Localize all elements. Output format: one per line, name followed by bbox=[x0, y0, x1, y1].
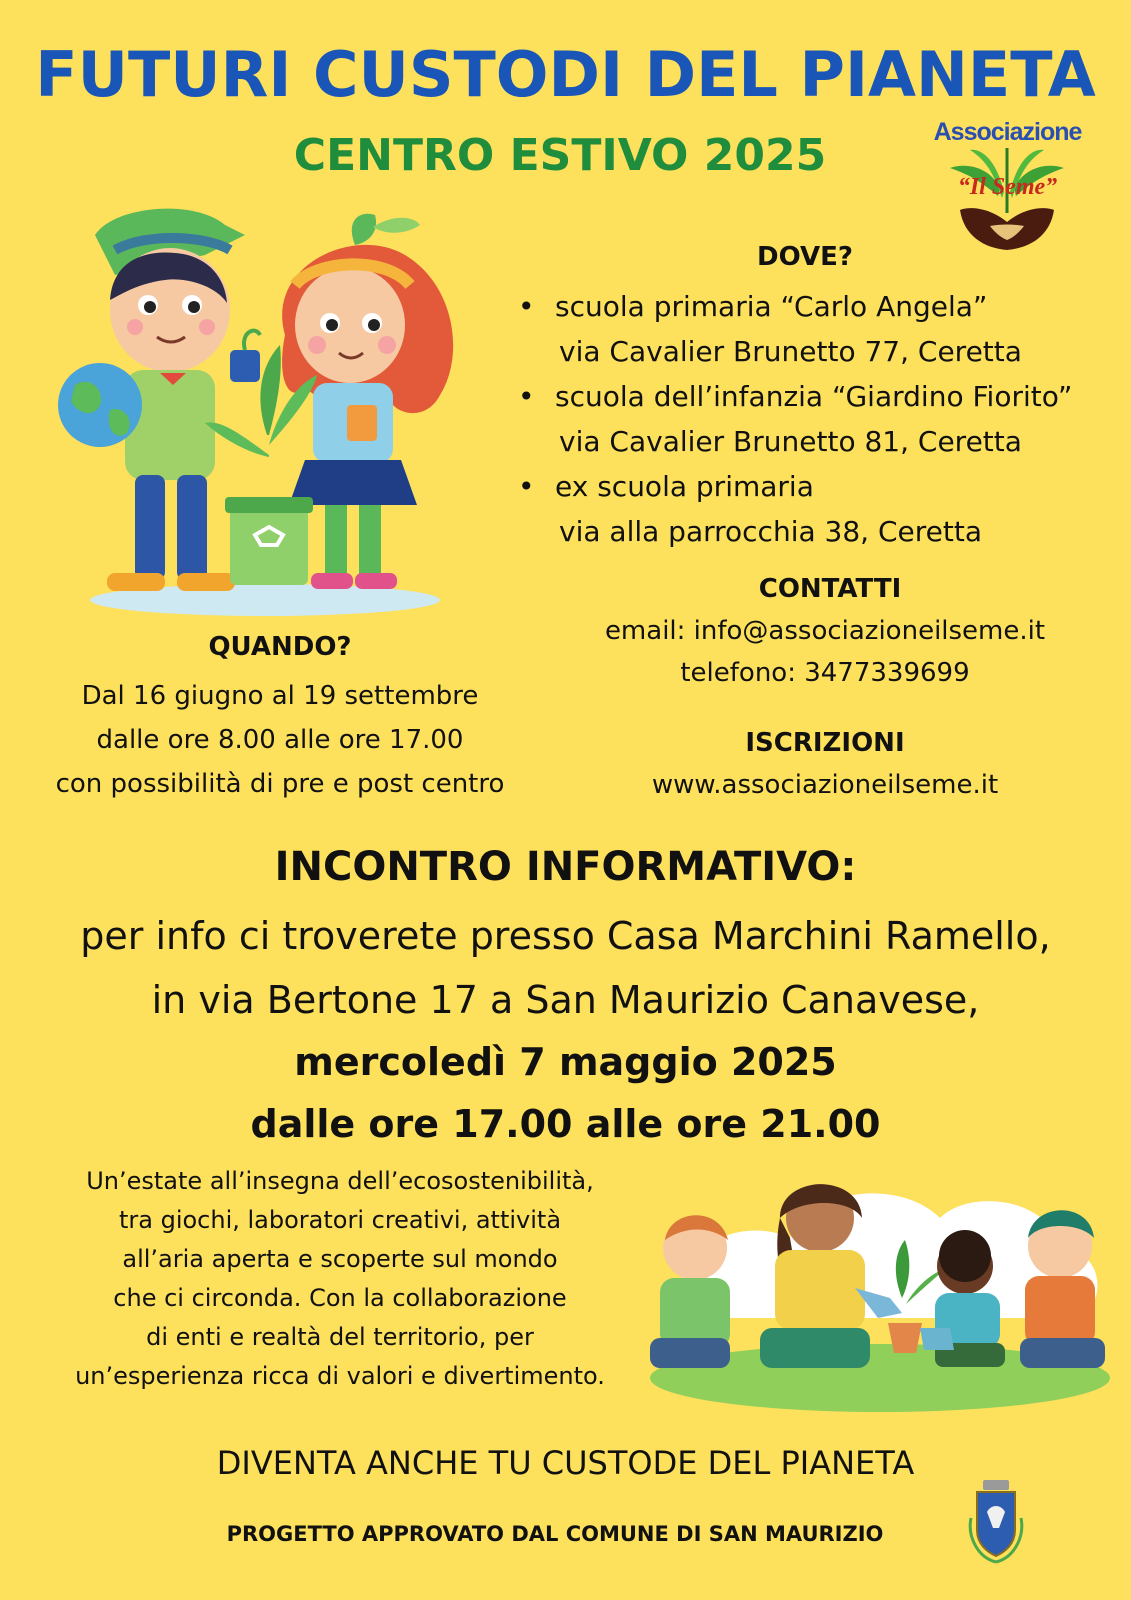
quando-details bbox=[10, 674, 550, 806]
description-line: di enti e realtà del territorio, per bbox=[146, 1323, 534, 1351]
location-name: scuola primaria “Carlo Angela” bbox=[555, 290, 988, 323]
call-to-action: DIVENTA ANCHE TU CUSTODE DEL PIANETA bbox=[216, 1444, 915, 1482]
location-address: via Cavalier Brunetto 77, Ceretta bbox=[559, 335, 1022, 368]
locations-list bbox=[518, 284, 1118, 554]
logo-word: Associazione bbox=[933, 118, 1082, 146]
list-item bbox=[518, 464, 1118, 554]
location-address: via Cavalier Brunetto 81, Ceretta bbox=[559, 425, 1022, 458]
registration-website-link[interactable]: www.associazioneilseme.it bbox=[651, 770, 999, 800]
kids-planting-illustration bbox=[55, 205, 475, 625]
globe-icon bbox=[58, 363, 142, 447]
quando-line: con possibilità di pre e post centro bbox=[55, 769, 505, 799]
dove-heading: DOVE? bbox=[757, 242, 853, 272]
incontro-date: mercoledì 7 maggio 2025 bbox=[294, 1040, 837, 1084]
association-logo bbox=[920, 118, 1095, 268]
description-line: Un’estate all’insegna dell’ecosostenibilità, bbox=[86, 1167, 594, 1195]
contact-phone[interactable]: telefono: 3477339699 bbox=[680, 658, 970, 688]
incontro-details bbox=[0, 904, 1131, 1032]
description-line: tra giochi, laboratori creativi, attività bbox=[118, 1206, 562, 1234]
incontro-line: in via Bertone 17 a San Maurizio Canavese, bbox=[151, 978, 980, 1022]
bullet-icon: • bbox=[518, 470, 535, 503]
location-address: via alla parrocchia 38, Ceretta bbox=[559, 515, 982, 548]
location-name: scuola dell’infanzia “Giardino Fiorito” bbox=[555, 380, 1073, 413]
list-item bbox=[518, 374, 1118, 464]
footer-approval: PROGETTO APPROVATO DAL COMUNE DI SAN MAURIZIO bbox=[226, 1522, 884, 1546]
page-subtitle: CENTRO ESTIVO 2025 bbox=[293, 130, 827, 181]
group-gardening-illustration bbox=[640, 1178, 1110, 1418]
incontro-time: dalle ore 17.00 alle ore 21.00 bbox=[250, 1102, 881, 1146]
contatti-heading: CONTATTI bbox=[758, 574, 902, 604]
bullet-icon: • bbox=[518, 290, 535, 323]
iscrizioni-heading: ISCRIZIONI bbox=[745, 728, 905, 758]
page-title: FUTURI CUSTODI DEL PIANETA bbox=[35, 38, 1096, 111]
description-paragraph bbox=[40, 1162, 640, 1396]
contact-email[interactable]: email: info@associazioneilseme.it bbox=[604, 616, 1046, 646]
location-name: ex scuola primaria bbox=[555, 470, 814, 503]
quando-line: dalle ore 8.00 alle ore 17.00 bbox=[96, 725, 464, 755]
incontro-heading: INCONTRO INFORMATIVO: bbox=[274, 844, 857, 890]
description-line: che ci circonda. Con la collaborazione bbox=[113, 1284, 567, 1312]
description-line: all’aria aperta e scoperte sul mondo bbox=[122, 1245, 558, 1273]
logo-name: “Il Seme” bbox=[957, 174, 1058, 200]
quando-heading: QUANDO? bbox=[208, 632, 352, 662]
coat-of-arms-icon bbox=[965, 1478, 1027, 1564]
list-item bbox=[518, 284, 1118, 374]
description-line: un’esperienza ricca di valori e divertimento. bbox=[75, 1362, 605, 1390]
quando-line: Dal 16 giugno al 19 settembre bbox=[81, 681, 479, 711]
incontro-line: per info ci troverete presso Casa Marchini Ramello, bbox=[80, 914, 1051, 958]
bullet-icon: • bbox=[518, 380, 535, 413]
